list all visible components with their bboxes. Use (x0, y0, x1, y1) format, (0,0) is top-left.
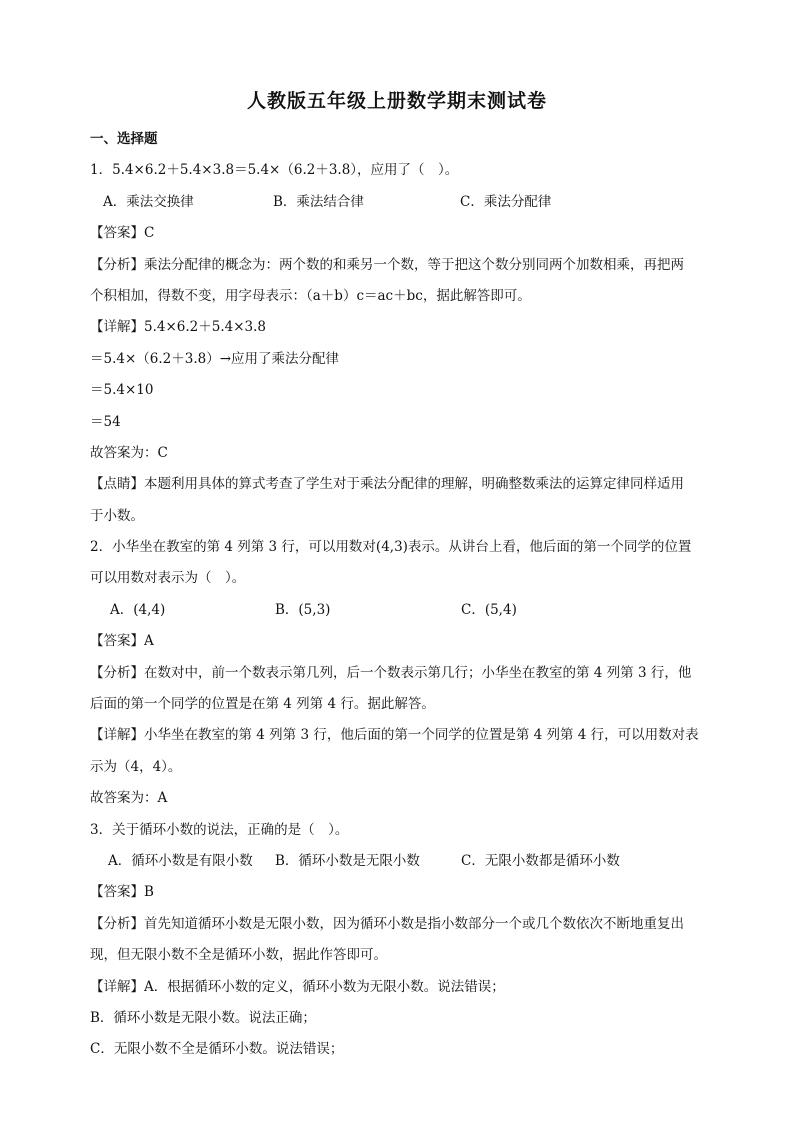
q3-analysis-line: 现，但无限小数不全是循环小数，据此作答即可。 (90, 947, 387, 964)
q1-comment-line: 于小数。 (90, 507, 144, 524)
q1-analysis-line: 个积相加，得数不变，用字母表示：（a＋b）c＝ac＋bc，据此解答即可。 (90, 287, 531, 304)
q3-stem: 3．关于循环小数的说法，正确的是（ ）。 (90, 821, 349, 838)
q2-stem-line: 可以用数对表示为（ ）。 (90, 570, 246, 587)
q3-option-b: B．循环小数是无限小数 (275, 852, 420, 869)
q1-analysis-line: 【分析】乘法分配律的概念为：两个数的和乘另一个数，等于把这个数分别同两个加数相乘，再把两 (90, 256, 684, 273)
content (90, 124, 706, 1066)
q2-detail-line: 示为（4，4）。 (90, 758, 182, 775)
q3-option-c: C．无限小数都是循环小数 (461, 852, 620, 869)
q1-conclusion: 故答案为：C (90, 444, 168, 461)
q2-answer: 【答案】A (90, 633, 154, 650)
q3-option-a: A．循环小数是有限小数 (108, 852, 253, 869)
q3-detail-line: 【详解】A．根据循环小数的定义，循环小数为无限小数。说法错误； (90, 978, 505, 995)
q2-option-b: B．(5,3) (275, 601, 331, 618)
page-title: 人教版五年级上册数学期末测试卷 (246, 90, 547, 112)
q2-stem-line: 2．小华坐在教室的第 4 列第 3 行，可以用数对(4,3)表示。从讲台上看，他后面的第一个同学的位置 (90, 539, 692, 556)
q2-option-c: C．(5,4) (461, 601, 517, 618)
q1-option-a: A．乘法交换律 (103, 193, 194, 210)
q3-detail-line: B．循环小数是无限小数。说法正确； (90, 1009, 316, 1026)
q2-detail-line: 【详解】小华坐在教室的第 4 列第 3 行，他后面的第一个同学的位置是第 4 列第 4 行，可以用数对表 (90, 727, 699, 744)
q2-analysis-line: 后面的第一个同学的位置是在第 4 列第 4 行。据此解答。 (90, 696, 435, 713)
q1-detail-line: ＝5.4×10 (90, 382, 154, 399)
q3-answer: 【答案】B (90, 884, 154, 901)
q1-option-b: B．乘法结合律 (273, 193, 364, 210)
section-heading: 一、选择题 (90, 131, 158, 147)
q1-detail-line: 【详解】5.4×6.2＋5.4×3.8 (90, 319, 267, 336)
q1-options (90, 187, 706, 218)
q2-analysis-line: 【分析】在数对中，前一个数表示第几列，后一个数表示第几行；小华坐在教室的第 4 列第 3 行，他 (90, 664, 692, 681)
q1-detail-line: ＝5.4×（6.2＋3.8）→应用了乘法分配律 (90, 350, 340, 367)
q3-options (90, 846, 706, 877)
q1-option-c: C．乘法分配律 (460, 193, 552, 210)
q2-options (90, 595, 706, 626)
q1-comment-line: 【点睛】本题利用具体的算式考查了学生对于乘法分配律的理解，明确整数乘法的运算定律同样适用 (90, 476, 684, 493)
q1-answer: 【答案】C (90, 225, 155, 242)
q3-analysis-line: 【分析】首先知道循环小数是无限小数，因为循环小数是指小数部分一个或几个数依次不断地重复出 (90, 915, 684, 932)
q1-detail-line: ＝54 (90, 413, 121, 430)
q2-option-a: A．(4,4) (110, 601, 166, 618)
q2-conclusion: 故答案为：A (90, 790, 168, 807)
q3-detail-line: C．无限小数不全是循环小数。说法错误； (90, 1041, 344, 1058)
q1-stem: 1．5.4×6.2＋5.4×3.8＝5.4×（6.2＋3.8），应用了（ ）。 (90, 162, 459, 179)
